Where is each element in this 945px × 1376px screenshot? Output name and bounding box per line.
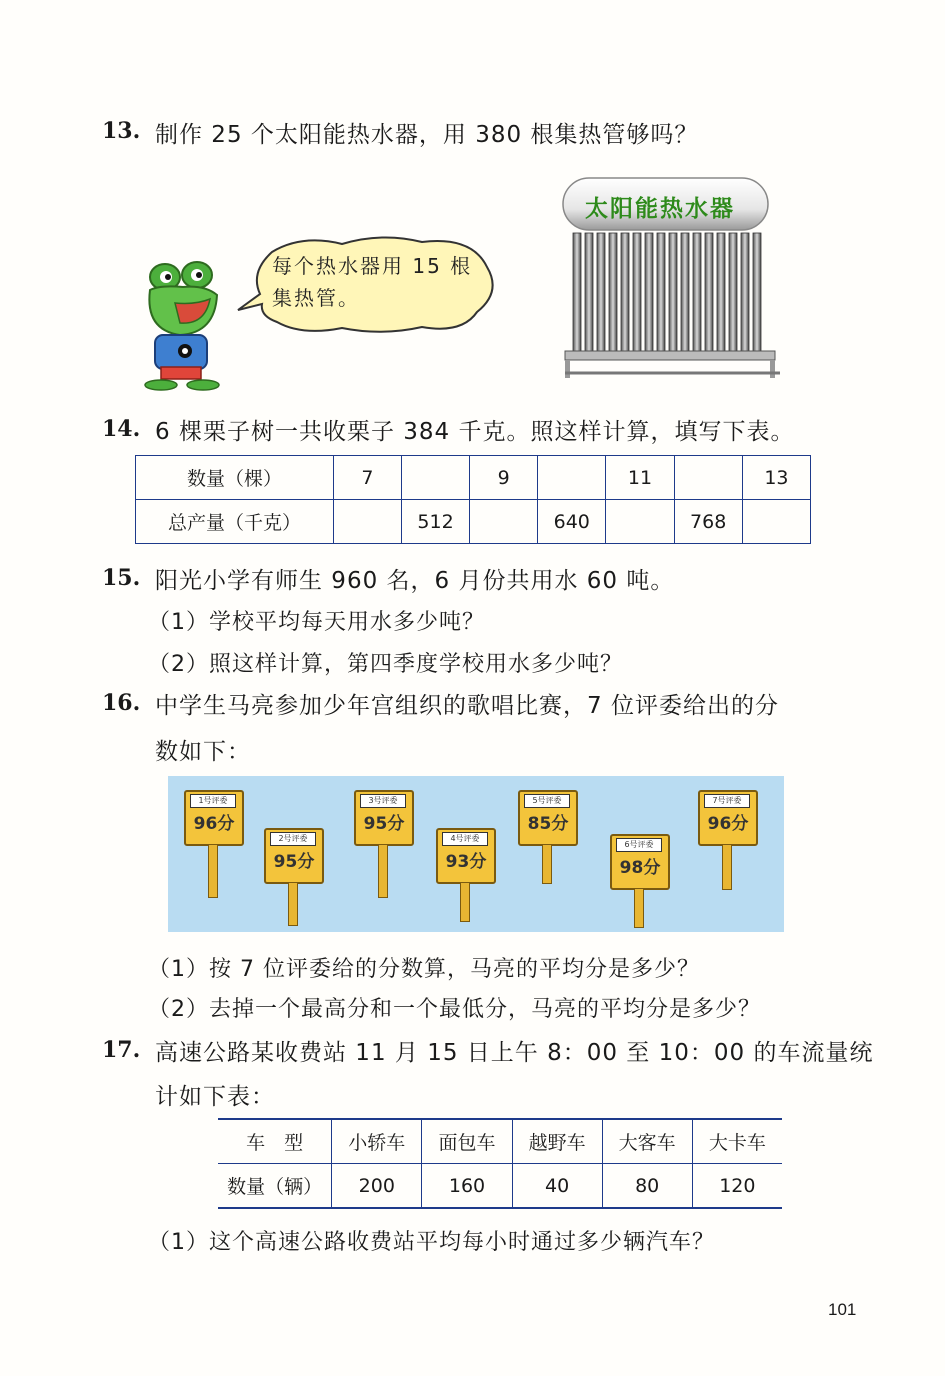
judge-tag: 4号评委 bbox=[442, 832, 488, 846]
q13-text: 制作 25 个太阳能热水器，用 380 根集热管够吗？ bbox=[155, 122, 699, 148]
judge-scores-panel bbox=[168, 776, 784, 932]
table-cell bbox=[334, 500, 402, 544]
judge-tag: 7号评委 bbox=[704, 794, 750, 808]
frog-mascot bbox=[135, 255, 235, 395]
table-cell: 数量（辆） bbox=[227, 1176, 323, 1198]
q17-line1: 高速公路某收费站 11 月 15 日上午 8：00 至 10：00 的车流量统 bbox=[155, 1040, 874, 1066]
q13-number: 13. bbox=[102, 118, 141, 144]
table-cell: 640 bbox=[538, 500, 606, 544]
q14-number: 14. bbox=[102, 416, 141, 442]
table-header-cell: 大卡车 bbox=[692, 1119, 782, 1164]
judge-score: 95分 bbox=[273, 852, 315, 872]
table-header-cell: 小轿车 bbox=[332, 1119, 422, 1164]
bubble-line-2: 集热管。 bbox=[272, 286, 360, 310]
table-cell: 13 bbox=[742, 456, 810, 500]
judge-tag: 5号评委 bbox=[524, 794, 570, 808]
table-cell bbox=[606, 500, 674, 544]
table-cell: 40 bbox=[512, 1164, 602, 1209]
table-header-cell: 越野车 bbox=[512, 1119, 602, 1164]
bubble-line-1: 每个热水器用 15 根 bbox=[272, 254, 473, 278]
table-cell bbox=[674, 456, 742, 500]
table-row bbox=[218, 1119, 782, 1164]
table-cell bbox=[470, 500, 538, 544]
q16-number: 16. bbox=[102, 690, 141, 716]
q15-text: 阳光小学有师生 960 名，6 月份共用水 60 吨。 bbox=[155, 568, 675, 594]
table-row bbox=[136, 456, 811, 500]
q17-sub1: （1）这个高速公路收费站平均每小时通过多少辆汽车？ bbox=[148, 1230, 715, 1255]
table-cell bbox=[401, 456, 469, 500]
table-cell bbox=[538, 456, 606, 500]
q17-number: 17. bbox=[102, 1037, 141, 1063]
q16-line2: 数如下： bbox=[155, 739, 251, 765]
table-header-cell: 车 型 bbox=[218, 1119, 332, 1164]
table-cell: 80 bbox=[602, 1164, 692, 1209]
table-cell: 768 bbox=[674, 500, 742, 544]
q15-sub1: （1）学校平均每天用水多少吨？ bbox=[148, 610, 485, 635]
table-row bbox=[218, 1164, 782, 1209]
q16-sub1: （1）按 7 位评委给的分数算，马亮的平均分是多少？ bbox=[148, 957, 700, 982]
row-header: 总产量（千克） bbox=[136, 500, 334, 544]
table-cell: 200 bbox=[332, 1164, 422, 1209]
q15-sub2: （2）照这样计算，第四季度学校用水多少吨？ bbox=[148, 652, 623, 677]
judge-score: 98分 bbox=[619, 858, 661, 878]
table-cell: 7 bbox=[334, 456, 402, 500]
judge-score: 85分 bbox=[527, 814, 569, 834]
judge-score: 95分 bbox=[363, 814, 405, 834]
judge-tag: 6号评委 bbox=[616, 838, 662, 852]
traffic-volume-table bbox=[218, 1118, 782, 1209]
page-number: 101 bbox=[828, 1300, 857, 1319]
judge-tag: 2号评委 bbox=[270, 832, 316, 846]
table-cell: 120 bbox=[692, 1164, 782, 1209]
table-cell bbox=[742, 500, 810, 544]
judge-score: 96分 bbox=[193, 814, 235, 834]
q15-number: 15. bbox=[102, 565, 141, 591]
table-row bbox=[136, 500, 811, 544]
q16-sub2: （2）去掉一个最高分和一个最低分，马亮的平均分是多少？ bbox=[148, 997, 761, 1022]
chestnut-yield-table bbox=[135, 455, 811, 544]
heater-label: 太阳能热水器 bbox=[585, 196, 735, 222]
row-header: 数量（棵） bbox=[136, 456, 334, 500]
table-header-cell: 大客车 bbox=[602, 1119, 692, 1164]
table-cell: 9 bbox=[470, 456, 538, 500]
judge-tag: 1号评委 bbox=[190, 794, 236, 808]
judge-tag: 3号评委 bbox=[360, 794, 406, 808]
table-header-cell: 面包车 bbox=[422, 1119, 512, 1164]
q16-line1: 中学生马亮参加少年宫组织的歌唱比赛，7 位评委给出的分 bbox=[155, 693, 779, 719]
table-cell: 11 bbox=[606, 456, 674, 500]
judge-score: 96分 bbox=[707, 814, 749, 834]
table-cell: 512 bbox=[401, 500, 469, 544]
judge-score: 93分 bbox=[445, 852, 487, 872]
table-cell: 160 bbox=[422, 1164, 512, 1209]
q17-line2: 计如下表： bbox=[155, 1084, 275, 1110]
q14-text: 6 棵栗子树一共收栗子 384 千克。照这样计算，填写下表。 bbox=[155, 419, 795, 445]
